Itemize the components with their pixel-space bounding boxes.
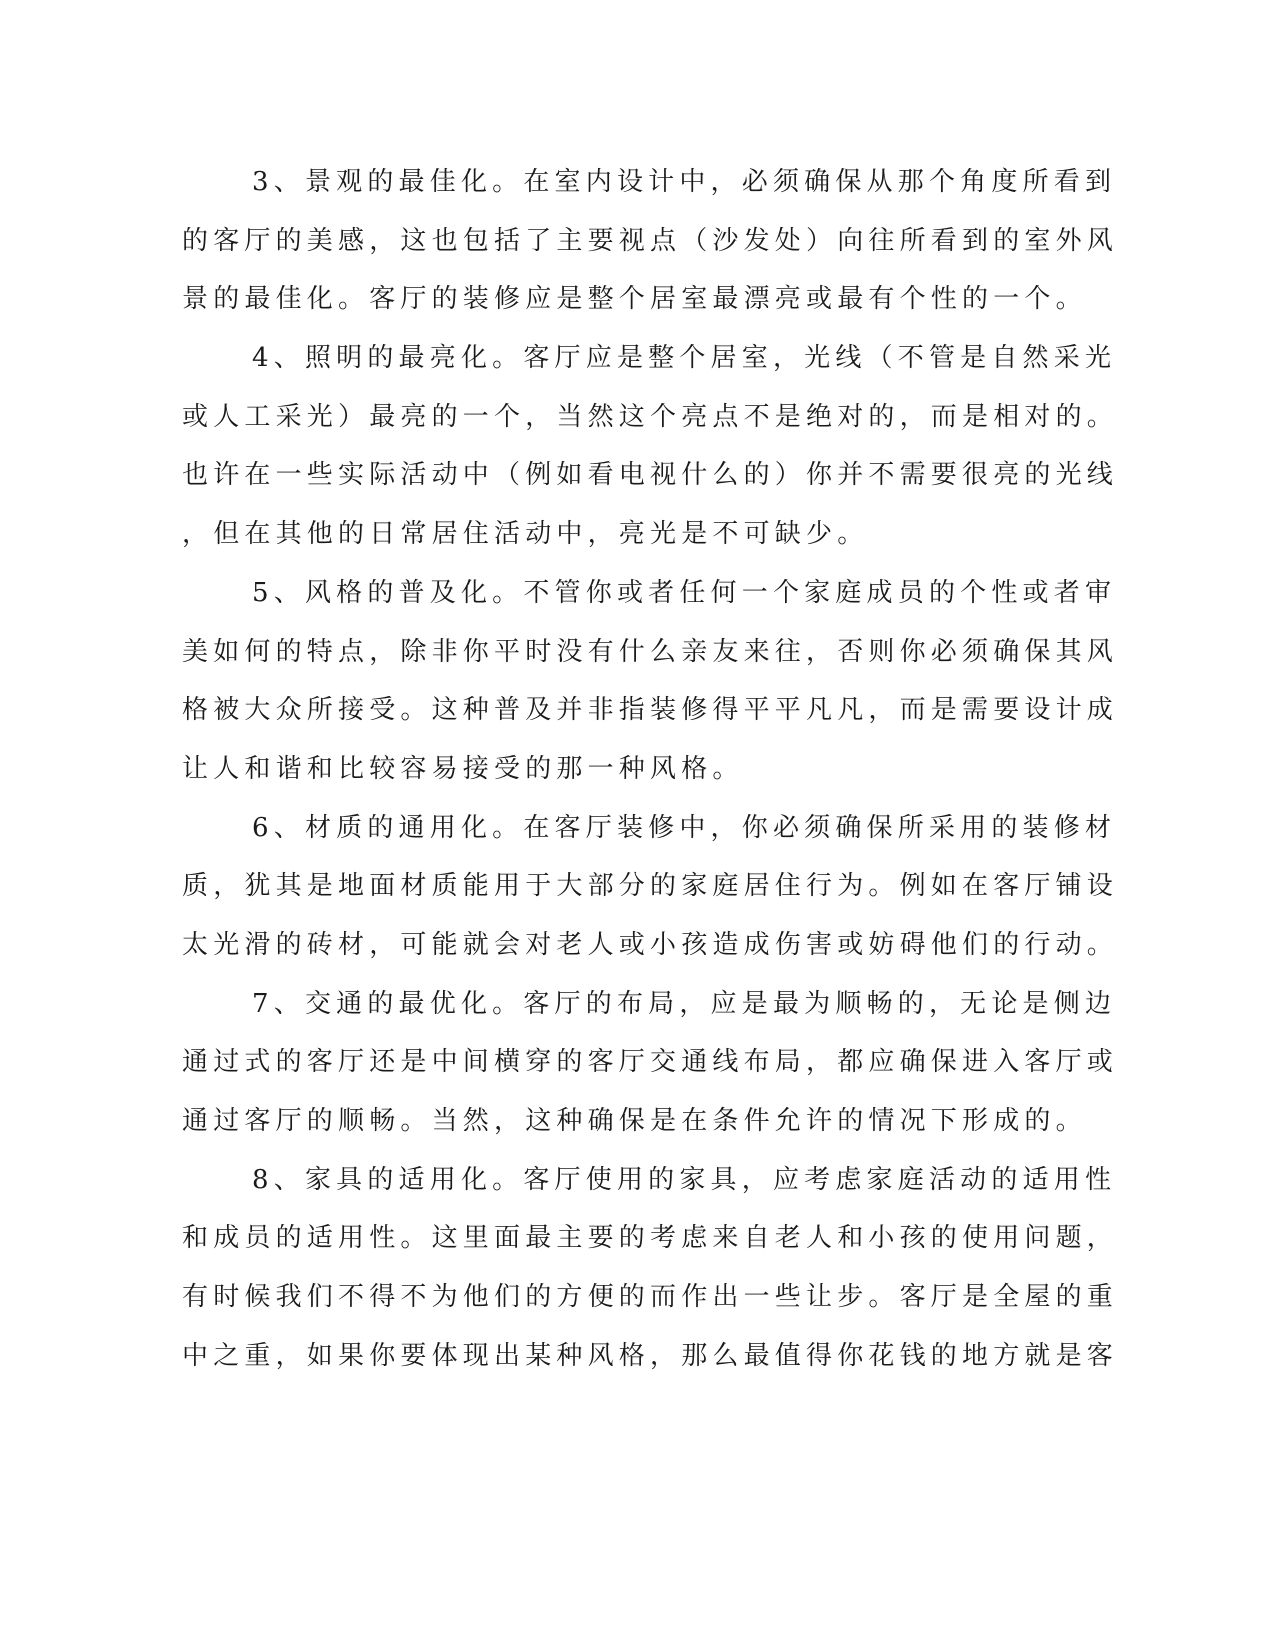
text-line: 质，犹其是地面材质能用于大部分的家庭居住行为。例如在客厅铺设 (182, 871, 1119, 902)
text-line: 格被大众所接受。这种普及并非指装修得平平凡凡，而是需要设计成 (182, 695, 1119, 726)
body-text (182, 153, 1119, 1385)
text-line: 3、景观的最佳化。在室内设计中，必须确保从那个角度所看到 (252, 167, 1117, 197)
text-line: 也许在一些实际活动中（例如看电视什么的）你并不需要很亮的光线 (182, 460, 1119, 491)
text-line: 景的最佳化。客厅的装修应是整个居室最漂亮或最有个性的一个。 (182, 284, 1087, 315)
text-line: 或人工采光）最亮的一个，当然这个亮点不是绝对的，而是相对的。 (182, 401, 1119, 432)
text-line: 6、材质的通用化。在客厅装修中，你必须确保所采用的装修材 (252, 812, 1117, 843)
text-line: 4、照明的最亮化。客厅应是整个居室，光线（不管是自然采光 (252, 343, 1117, 374)
text-line: 通过式的客厅还是中间横穿的客厅交通线布局，都应确保进入客厅或 (182, 1047, 1119, 1078)
text-line: 7、交通的最优化。客厅的布局，应是最为顺畅的，无论是侧边 (252, 988, 1117, 1019)
text-line: 的客厅的美感，这也包括了主要视点（沙发处）向往所看到的室外风 (182, 225, 1119, 256)
text-line: 和成员的适用性。这里面最主要的考虑来自老人和小孩的使用问题， (182, 1223, 1119, 1254)
text-line: 8、家具的适用化。客厅使用的家具，应考虑家庭活动的适用性 (252, 1164, 1117, 1195)
text-line: 有时候我们不得不为他们的方便的而作出一些让步。客厅是全屋的重 (182, 1282, 1119, 1313)
text-line: ，但在其他的日常居住活动中，亮光是不可缺少。 (182, 519, 869, 550)
text-line: 美如何的特点，除非你平时没有什么亲友来往，否则你必须确保其风 (182, 636, 1119, 667)
text-line: 5、风格的普及化。不管你或者任何一个家庭成员的个性或者审 (252, 577, 1117, 608)
text-line: 让人和谐和比较容易接受的那一种风格。 (182, 753, 744, 784)
text-line: 中之重，如果你要体现出某种风格，那么最值得你花钱的地方就是客 (182, 1340, 1119, 1371)
text-line: 太光滑的砖材，可能就会对老人或小孩造成伤害或妨碍他们的行动。 (182, 929, 1119, 960)
text-line: 通过客厅的顺畅。当然，这种确保是在条件允许的情况下形成的。 (182, 1106, 1087, 1136)
